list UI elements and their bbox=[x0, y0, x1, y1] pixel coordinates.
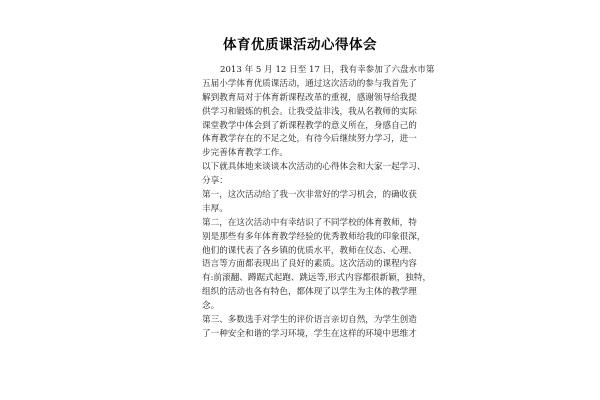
paragraph-line: 语言等方面都表现出了良好的素质。这次活动的课程内容 bbox=[202, 259, 417, 270]
paragraph-line: 丰厚。 bbox=[202, 203, 228, 214]
paragraph-line: 组织的活动也各有特色，都体现了以学生为主体的教学理 bbox=[202, 287, 417, 298]
paragraph-line: 五届小学体育优质课活动，通过这次活动的参与我首先了 bbox=[202, 78, 417, 89]
paragraph-line: 念。 bbox=[202, 301, 220, 312]
paragraph-line: 以下就具体地来谈谈本次活动的心得体会和大家一起学习、 bbox=[202, 162, 426, 173]
paragraph-line: 有:前滚翻、蹲踞式起跑、跳远等,形式内容都很新颖，独特， bbox=[202, 273, 432, 284]
paragraph-line: 他们的课代表了各乡镇的优质水平，教师在仪态、心理、 bbox=[202, 245, 417, 256]
paragraph-line: 第三、多数选手对学生的评价语言亲切自然，为学生创造 bbox=[202, 315, 417, 326]
document-title: 体育优质课活动心得体会 bbox=[223, 37, 377, 53]
paragraph-line: 体育教学存在的不足之处，有待今后继续努力学习，进一 bbox=[202, 134, 417, 145]
paragraph-line: 解到教育局对于体育新课程改革的重视，感谢领导给我提 bbox=[202, 92, 417, 103]
paragraph-line: 第一，这次活动给了我一次非常好的学习机会，的确收获 bbox=[202, 190, 417, 201]
document-body bbox=[202, 64, 435, 342]
paragraph-line: 步完善体育教学工作。 bbox=[202, 148, 288, 159]
paragraph-line: 课堂教学中体会到了新课程教学的意义所在，身感自己的 bbox=[202, 120, 417, 131]
paragraph-line: 第二，在这次活动中有幸结识了不同学校的体育教师，特 bbox=[202, 217, 417, 228]
paragraph-line: 了一种安全和谐的学习环境，学生在这样的环境中思维才 bbox=[202, 328, 417, 339]
paragraph-line: 供学习和锻炼的机会。让我受益非浅，我从名教师的实际 bbox=[202, 106, 417, 117]
paragraph-line: 2013 年 5 月 12 日至 17 日，我有幸参加了六盘水市第 bbox=[220, 65, 435, 75]
paragraph-line: 别是那些有多年体育教学经验的优秀教师给我的印象很深， bbox=[202, 231, 426, 242]
paragraph-line: 分享： bbox=[202, 176, 228, 187]
